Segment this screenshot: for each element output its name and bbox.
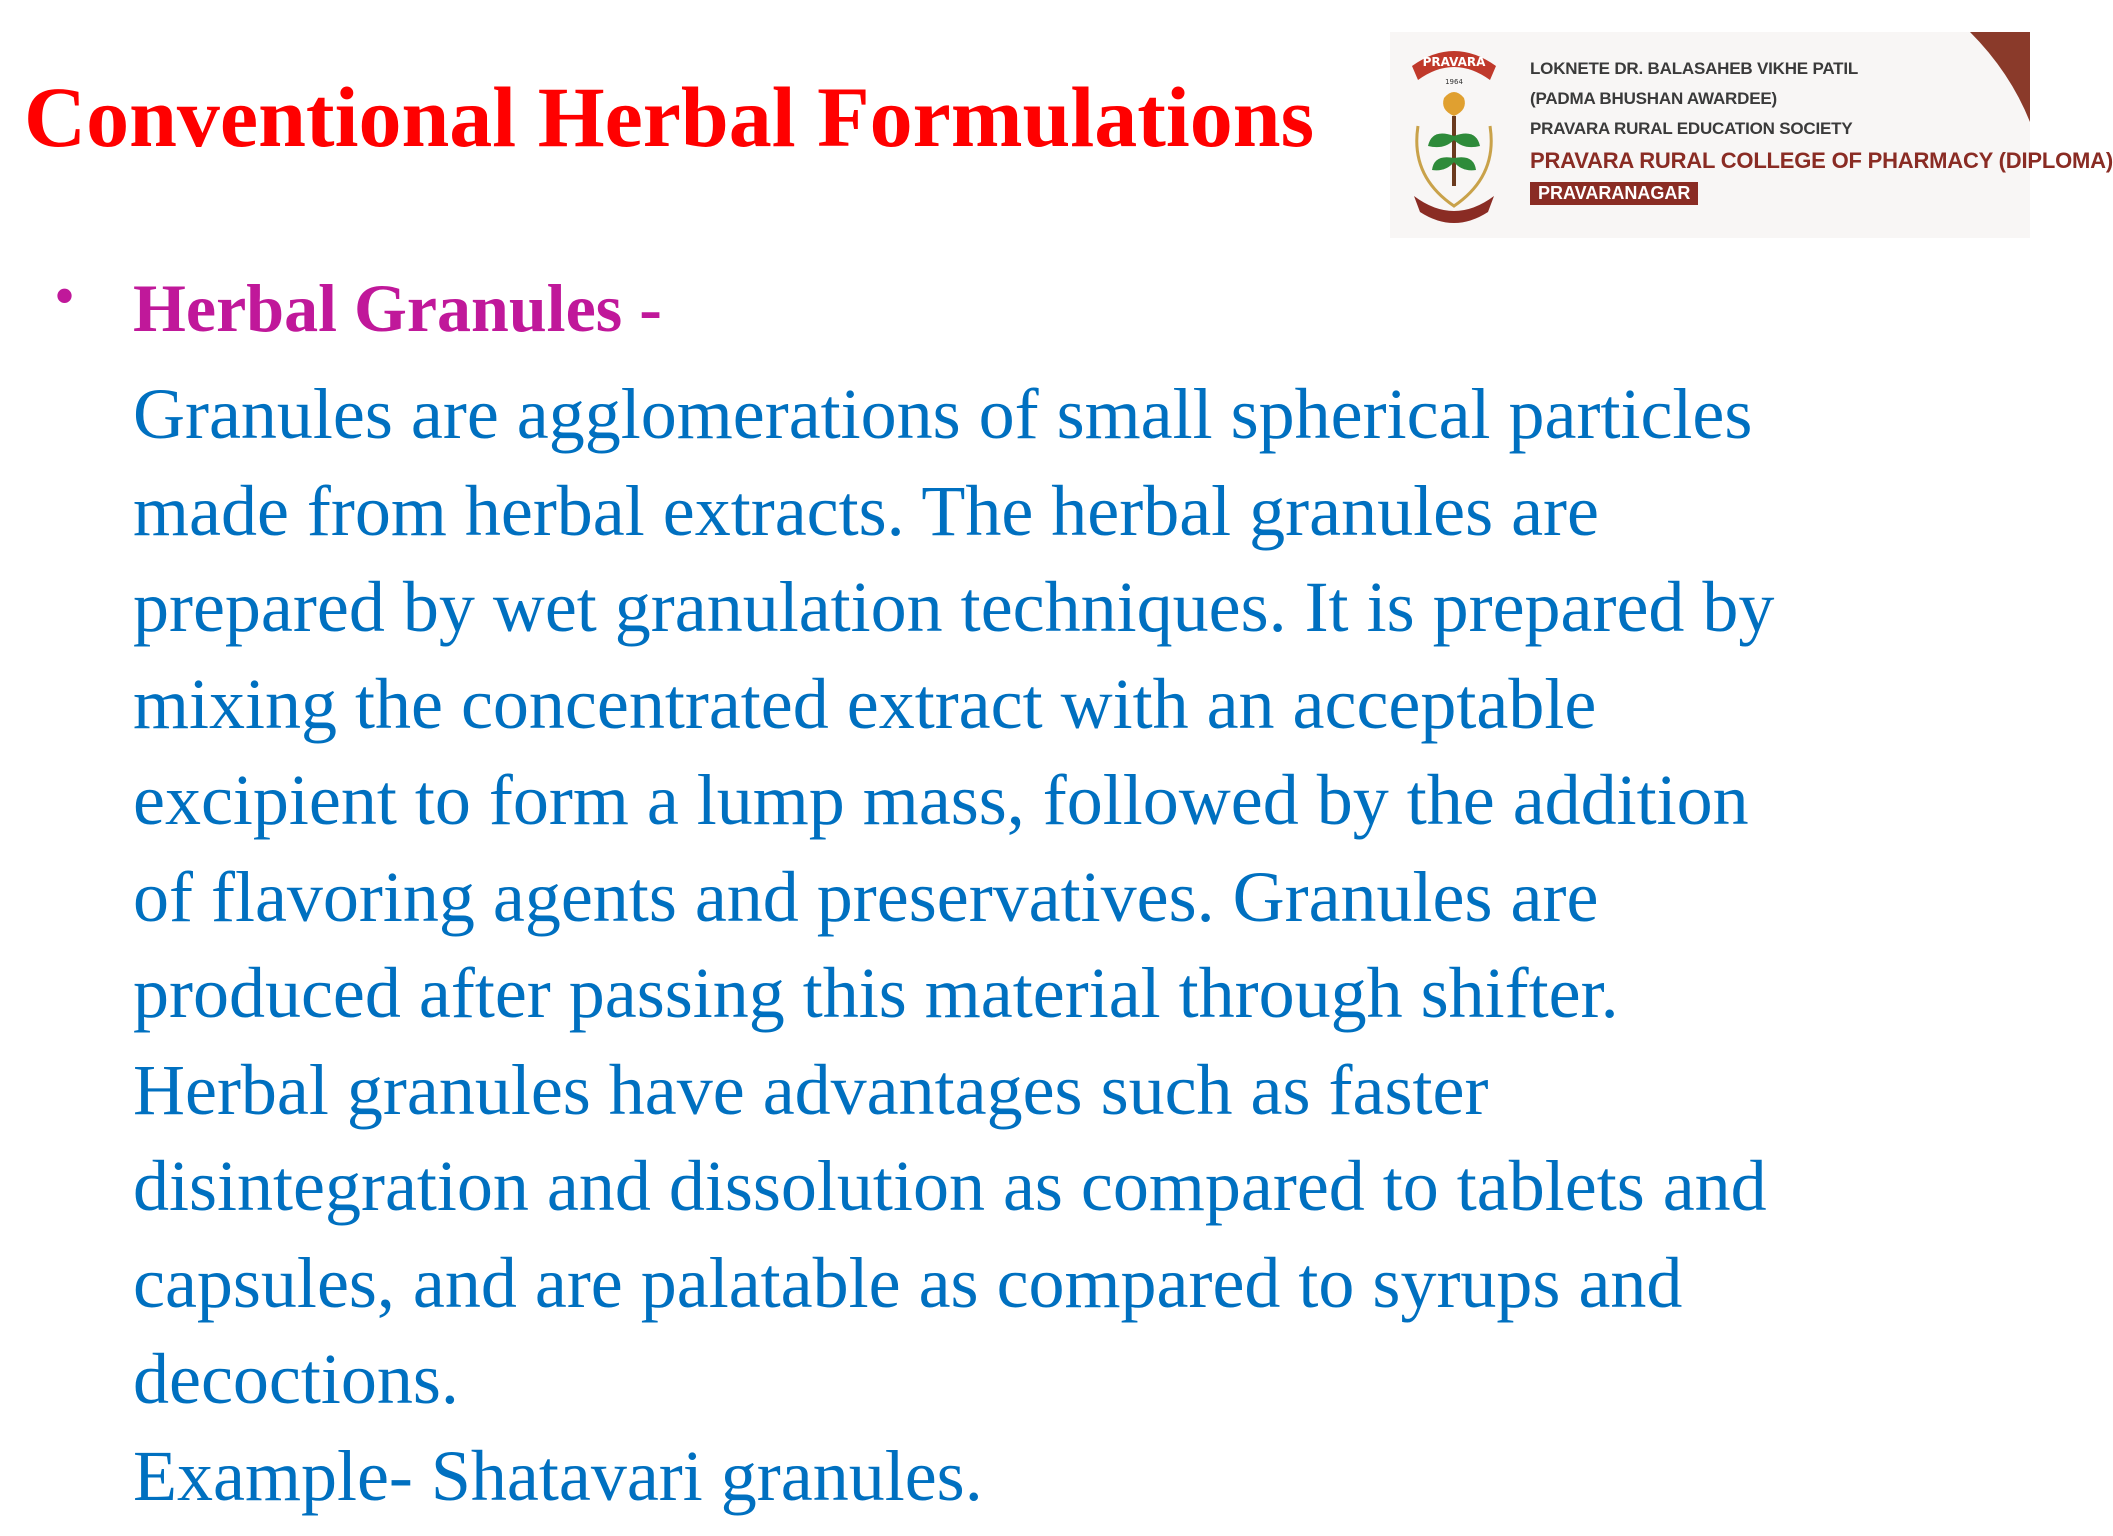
body-line: Herbal granules have advantages such as faster xyxy=(133,1049,1489,1130)
emblem-icon xyxy=(1404,36,1504,236)
logo-college-name: PRAVARA RURAL COLLEGE OF PHARMACY (DIPLOMA) xyxy=(1530,148,2113,173)
bullet-icon: • xyxy=(54,263,76,329)
logo-line: LOKNETE DR. BALASAHEB VIKHE PATIL xyxy=(1530,59,1859,78)
slide-title: Conventional Herbal Formulations xyxy=(24,69,1315,165)
body-line: disintegration and dissolution as compared to tablets and xyxy=(133,1146,1767,1226)
body-line: Granules are agglomerations of small spherical particles xyxy=(133,374,1753,454)
body-line: produced after passing this material through shifter. xyxy=(133,953,1619,1033)
body-paragraph xyxy=(133,366,2023,1524)
logo-line: (PADMA BHUSHAN AWARDEE) xyxy=(1530,89,1777,108)
body-line: prepared by wet granulation techniques. It is prepared by xyxy=(133,567,1775,647)
logo-place-badge: PRAVARANAGAR xyxy=(1530,182,1698,205)
body-line: decoctions. xyxy=(133,1339,459,1419)
section-heading: Herbal Granules - xyxy=(133,270,662,346)
emblem-text: PRAVARA xyxy=(1422,55,1486,69)
logo-line: PRAVARA RURAL EDUCATION SOCIETY xyxy=(1530,119,1853,138)
body-line: of flavoring agents and preservatives. Granules are xyxy=(133,856,1599,937)
body-line: capsules, and are palatable as compared to syrups and xyxy=(133,1242,1683,1323)
emblem-year: 1964 xyxy=(1445,78,1463,86)
body-line: made from herbal extracts. The herbal granules are xyxy=(133,470,1599,551)
college-logo xyxy=(1390,32,2113,238)
body-line: mixing the concentrated extract with an acceptable xyxy=(133,663,1597,744)
body-line: excipient to form a lump mass, followed by the addition xyxy=(133,760,1749,840)
corner-decoration-icon xyxy=(1970,32,2030,238)
example-line: Example- Shatavari granules. xyxy=(133,1435,983,1516)
